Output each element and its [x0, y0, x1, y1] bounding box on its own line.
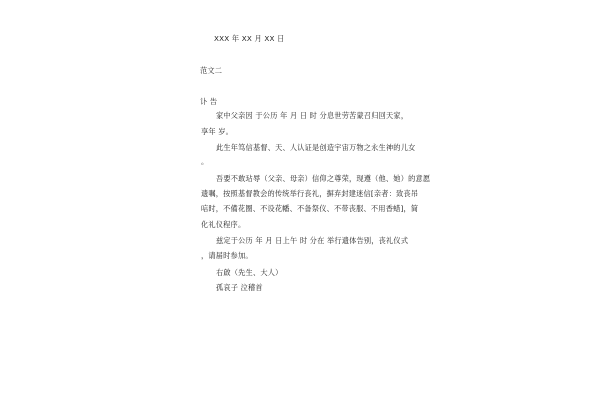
paragraph-3-line-4: 化礼仪程序。: [201, 220, 246, 229]
paragraph-1-line-1: 家中父亲因 于公历 年 月 日 时 分息世劳苦蒙召归回天家，: [216, 111, 409, 120]
paragraph-3-line-3: 唁时，不備花圈、不设花幡、不备祭仪、不带丧服、不用香蜡]，简: [201, 204, 419, 213]
paragraph-2-line-2: 。: [201, 157, 209, 166]
date-line: XXX 年 XX 月 XX 日: [214, 34, 285, 43]
paragraph-4-line-1: 兹定于公历 年 月 日上午 时 分在 举行遗体告别，丧礼仪式: [216, 236, 409, 245]
paragraph-2-line-1: 此生年笃信基督、天、人认证是创造宇宙万物之永生神的儿女: [216, 143, 416, 152]
notice-heading: 讣 告: [200, 97, 218, 106]
paragraph-3-line-2: 遗嘱，按照基督教会的传统举行丧礼，摒弃封建迷信[亲者：致丧吊: [201, 189, 419, 198]
addressee-line: 右啟（先生、大人）: [216, 268, 283, 277]
paragraph-3-line-1: 吾要不敢玷辱（父亲、母亲）信仰之尊荣，现遵（他、她）的意愿: [216, 174, 431, 183]
paragraph-1-line-2: 享年 岁。: [201, 127, 234, 136]
section-title: 范文二: [200, 66, 223, 75]
signature-line: 孤哀子 泣稽首: [216, 283, 263, 292]
paragraph-4-line-2: ，请届时参加。: [201, 251, 253, 260]
